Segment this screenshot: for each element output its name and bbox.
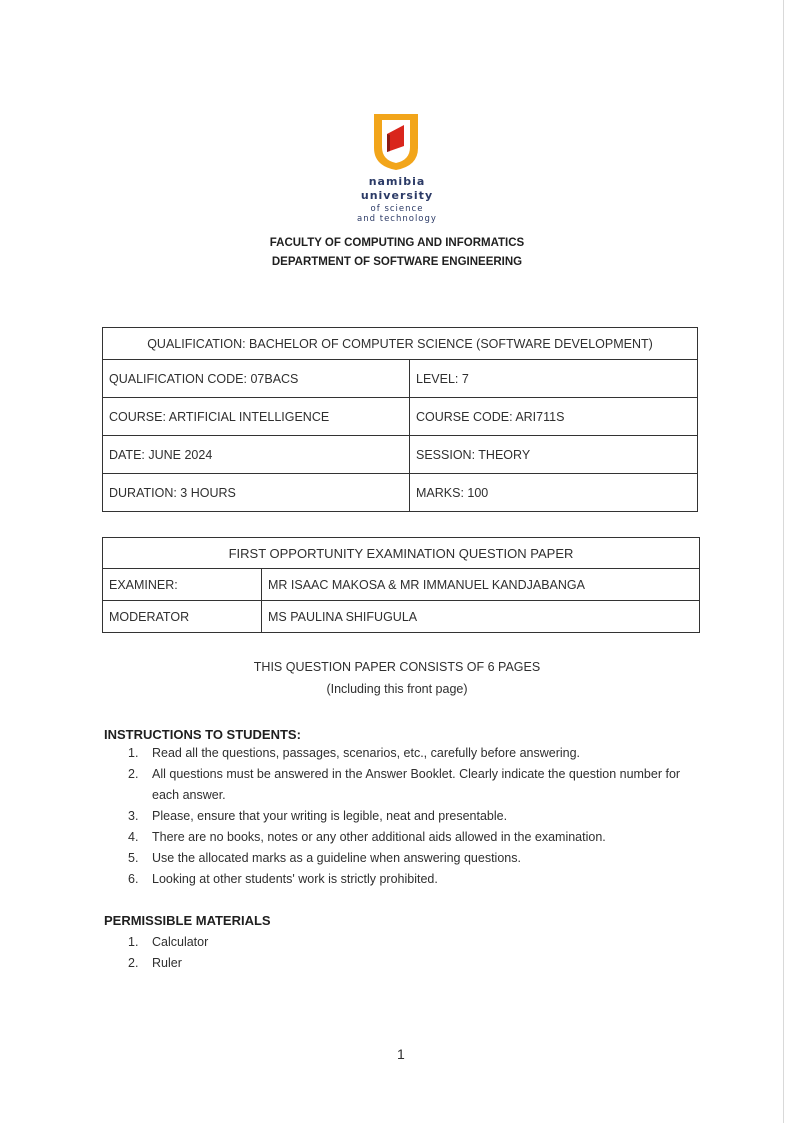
date-cell: DATE: JUNE 2024 bbox=[103, 436, 410, 474]
permissible-materials-heading: PERMISSIBLE MATERIALS bbox=[104, 913, 271, 928]
exam-title-cell: FIRST OPPORTUNITY EXAMINATION QUESTION PAPER bbox=[103, 538, 700, 569]
page-count-subnote: (Including this front page) bbox=[326, 682, 468, 696]
material-number: 1. bbox=[128, 935, 139, 949]
instruction-text: All questions must be answered in the Answer Booklet. Clearly indicate the question number for each answer. bbox=[152, 767, 681, 802]
instruction-item bbox=[103, 764, 703, 806]
level-cell: LEVEL: 7 bbox=[410, 360, 698, 398]
instruction-item bbox=[103, 806, 703, 827]
qualification-code-cell: QUALIFICATION CODE: 07BACS bbox=[103, 360, 410, 398]
instructions-list bbox=[103, 743, 703, 890]
qualification-cell: QUALIFICATION: BACHELOR OF COMPUTER SCIENCE (SOFTWARE DEVELOPMENT) bbox=[103, 328, 698, 360]
course-cell: COURSE: ARTIFICIAL INTELLIGENCE bbox=[103, 398, 410, 436]
faculty-title: FACULTY OF COMPUTING AND INFORMATICS bbox=[269, 237, 525, 249]
instruction-number: 2. bbox=[128, 767, 139, 781]
instruction-text: Looking at other students' work is strictly prohibited. bbox=[152, 872, 438, 886]
instruction-number: 5. bbox=[128, 851, 139, 865]
page-number: 1 bbox=[397, 1046, 405, 1062]
university-name-line1: namibia bbox=[368, 175, 426, 188]
examiner-label-cell: EXAMINER: bbox=[103, 569, 262, 601]
university-logo-icon bbox=[360, 110, 432, 172]
instruction-item bbox=[103, 848, 703, 869]
university-name-line2: university bbox=[360, 189, 434, 202]
instruction-item bbox=[103, 869, 703, 890]
university-name-line3: of science bbox=[370, 204, 424, 214]
instruction-number: 1. bbox=[128, 746, 139, 760]
instruction-text: Read all the questions, passages, scenarios, etc., carefully before answering. bbox=[152, 746, 581, 760]
moderator-value-cell: MS PAULINA SHIFUGULA bbox=[262, 601, 700, 633]
material-number: 2. bbox=[128, 956, 139, 970]
instruction-text: Use the allocated marks as a guideline when answering questions. bbox=[152, 851, 521, 865]
permissible-materials-list bbox=[103, 932, 703, 974]
university-name-line4: and technology bbox=[357, 214, 437, 224]
examiner-value-cell: MR ISAAC MAKOSA & MR IMMANUEL KANDJABANGA bbox=[262, 569, 700, 601]
page-count-note: THIS QUESTION PAPER CONSISTS OF 6 PAGES bbox=[253, 660, 541, 674]
moderator-label-cell: MODERATOR bbox=[103, 601, 262, 633]
instruction-text: Please, ensure that your writing is legible, neat and presentable. bbox=[152, 809, 508, 823]
course-code-cell: COURSE CODE: ARI711S bbox=[410, 398, 698, 436]
qualification-table bbox=[102, 327, 698, 512]
material-item bbox=[103, 932, 703, 953]
material-text: Calculator bbox=[152, 935, 209, 949]
instruction-text: There are no books, notes or any other additional aids allowed in the examination. bbox=[152, 830, 606, 844]
instruction-number: 4. bbox=[128, 830, 139, 844]
instructions-heading: INSTRUCTIONS TO STUDENTS: bbox=[104, 727, 301, 742]
instruction-number: 6. bbox=[128, 872, 139, 886]
marks-cell: MARKS: 100 bbox=[410, 474, 698, 512]
instruction-item bbox=[103, 827, 703, 848]
material-item bbox=[103, 953, 703, 974]
material-text: Ruler bbox=[152, 956, 182, 970]
examination-table bbox=[102, 537, 700, 633]
session-cell: SESSION: THEORY bbox=[410, 436, 698, 474]
department-title: DEPARTMENT OF SOFTWARE ENGINEERING bbox=[271, 256, 523, 268]
instruction-item bbox=[103, 743, 703, 764]
scan-edge-line bbox=[783, 0, 784, 1123]
duration-cell: DURATION: 3 HOURS bbox=[103, 474, 410, 512]
instruction-number: 3. bbox=[128, 809, 139, 823]
